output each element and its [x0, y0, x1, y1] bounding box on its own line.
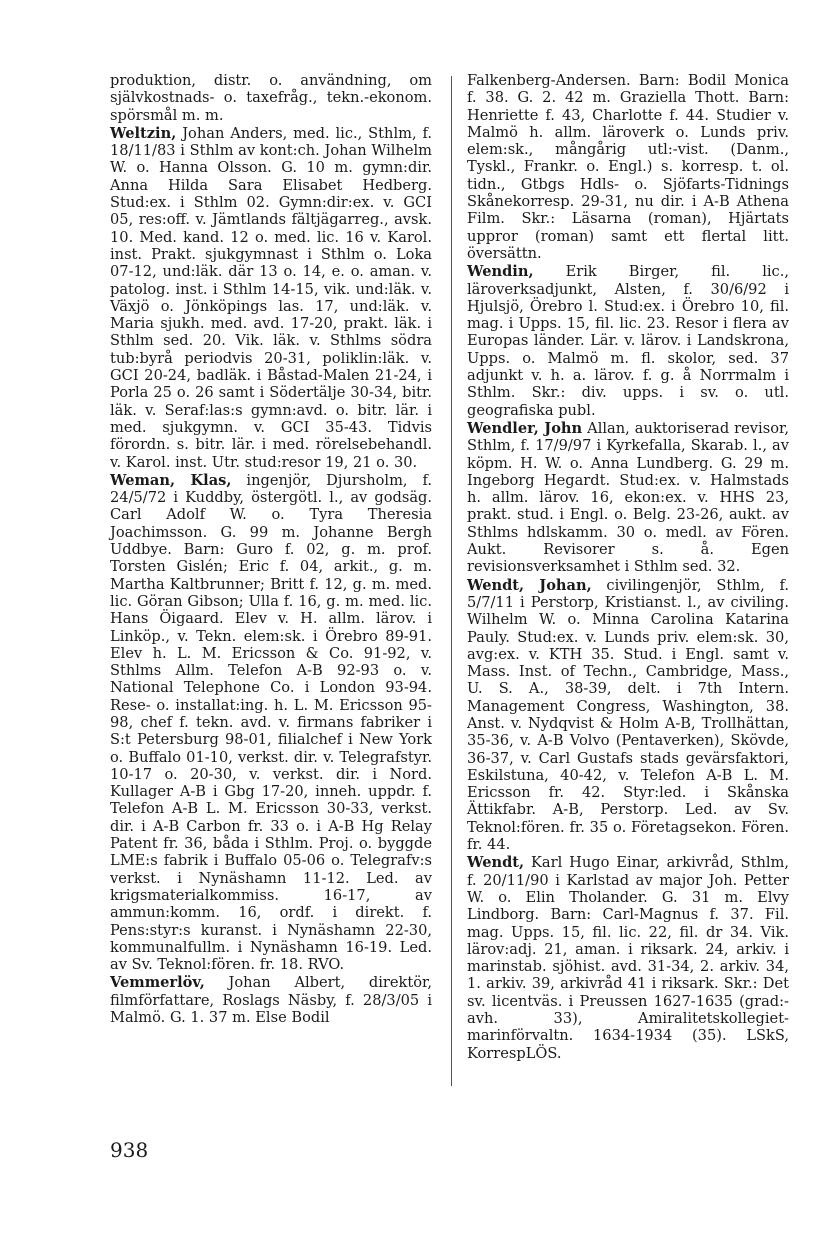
entry-text: ingenjör, Djursholm, f. 24/5/72 i Kuddby, östergötl. l., av godsäg. Carl Adolf W. o. Tyra Theresia Joachimsson. G. 99 m. Johanne Bergh Uddbye. Barn: Guro f. 02, g. m. prof. Torsten Gislén; Eric f. 04, arkit., g. m. Martha Kaltbrunner; Britt f. 12, g. m. med. lic. Göran Gibson; Ulla f. 16, g. m. med. lic. Hans Öigaard. Elev v. H. allm. lärov. i Linköp., v. Tekn. elem:sk. i Örebro 89-91. Elev h. L. M. Ericsson & Co. 91-92, v. Sthlms Allm. Telefon A-B 92-93 o. v. National Telephone Co. i London 93-94. Rese- o. installat:ing. h. L. M. Ericsson 95-98, chef f. tekn. avd. v. firmans fabriker i S:t Petersburg 98-01, filialchef i New York o. Buffalo 01-10, verkst. dir. v. Telegrafstyr. 10-17 o. 20-30, v. verkst. dir. i Nord. Kullager A-B i Gbg 17-20, inneh. uppdr. f. Telefon A-B L. M. Ericsson 30-33, verkst. dir. i A-B Carbon fr. 33 o. i A-B Hg Relay Patent fr. 36, båda i Sthlm. Proj. o. byggde LME:s fabrik i Buffalo 05-06 o. Telegrafv:s verkst. i Nynäshamn 11-12. Led. av krigsmaterialkommiss. 16-17, av ammun:komm. 16, ordf. i direkt. f. Pens:styr:s kuranst. i Nynäshamn 22-30, kommunalfullm. i Nynäshamn 16-19. Led. av Sv. Teknol:fören. fr. 18. RVO.: [110, 471, 433, 974]
entry-text: civilingenjör, Sthlm, f. 5/7/11 i Perstorp, Kristianst. l., av civiling. Wilhelm W. o. Minna Carolina Katarina Pauly. Stud:ex. v. Lunds priv. elem:sk. 30, avg:ex. v. KTH 35. Stud. i Engl. samt v. Mass. Inst. of Techn., Cambridge, Mass., U. S. A., 38-39, delt. i 7th Intern. Management Congress, Washington, 38. Anst. v. Nydqvist & Holm A-B, Trollhättan, 35-36, v. A-B Volvo (Pentaverken), Skövde, 36-37, v. Carl Gustafs stads gevärsfaktori, Eskilstuna, 40-42, v. Telefon A-B L. M. Ericsson fr. 42. Styr:led. i Skånska Ättikfabr. A-B, Perstorp. Led. av Sv. Teknol:fören. fr. 35 o. Företagsekon. Fören. fr. 44.: [467, 576, 789, 854]
entry-surname: Wendin,: [467, 263, 534, 281]
entry-text: Falkenberg-Andersen. Barn: Bodil Monica f. 38. G. 2. 42 m. Graziella Thott. Barn: Henriette f. 43, Charlotte f. 44. Studier v. Malmö h. allm. läroverk o. Lunds priv. elem:sk., mångårig utl:-vist. (Danm., Tyskl., Frankr. o. Engl.) s. korresp. t. ol. tidn., Gtbgs Hdls- o. Sjöfarts-Tidnings Skånekorresp. 29-31, nu dir. i A-B Athena Film. Skr.: Läsarna (roman), Hjärtats uppror (roman) samt ett flertal litt. översättn.: [467, 72, 789, 262]
page-number: 938: [110, 1138, 149, 1162]
entry-text: Johan Anders, med. lic., Sthlm, f. 18/11/83 i Sthlm av kont:ch. Johan Wilhelm W. o. Hanna Olsson. G. 10 m. gymn:dir. Anna Hilda Sara Elisabet Hedberg. Stud:ex. i Sthlm 02. Gymn:dir:ex. v. GCI 05, res:off. v. Jämtlands fältjägarreg., avsk. 10. Med. kand. 12 o. med. lic. 16 v. Karol. inst. Prakt. sjukgymnast i Sthlm o. Loka 07-12, und:läk. där 13 o. 14, e. o. aman. v. patolog. inst. i Sthlm 14-15, vik. und:läk. v. Växjö o. Jönköpings las. 17, und:läk. v. Maria sjukh. med. avd. 17-20, prakt. läk. i Sthlm sed. 20. Vik. läk. v. Sthlms södra tub:byrå periodvis 20-31, poliklin:läk. v. GCI 20-24, badläk. i Båstad-Malen 21-24, i Porla 25 o. 26 samt i Södertälje 30-34, bitr. läk. v. Seraf:las:s gymn:avd. o. bitr. lär. i med. sjukgymn. v. GCI 35-43. Tidvis förordn. s. bitr. lär. i med. rörelsebehandl. v. Karol. inst. Utr. stud:resor 19, 21 o. 30.: [110, 124, 432, 471]
biography-entry: [467, 854, 789, 1062]
biography-entry: [467, 72, 789, 262]
entry-surname: Wendt, Johan,: [467, 576, 592, 594]
entry-surname: Weltzin,: [110, 124, 177, 142]
entry-surname: Vemmerlöv,: [110, 974, 205, 992]
biography-entry: [110, 472, 432, 974]
entry-surname: Wendler, John: [467, 419, 583, 437]
biography-entry: [110, 974, 432, 1026]
entry-surname: Wendt,: [467, 854, 525, 872]
entry-text: Johan Albert, direktör, filmförfattare, Roslags Näsby, f. 28/3/05 i Malmö. G. 1. 37 m. Else Bodil: [110, 974, 432, 1027]
column-divider: [451, 76, 452, 1086]
entry-text: Karl Hugo Einar, arkivråd, Sthlm, f. 20/11/90 i Karlstad av major Joh. Petter W. o. Elin Tholander. G. 31 m. Elvy Lindborg. Barn: Carl-Magnus f. 37. Fil. mag. Upps. 15, fil. lic. 22, fil. dr 34. Vik. lärov:adj. 21, aman. i riksark. 24, arkiv. i marinstab. sjöhist. avd. 31-34, 2. arkiv. 34, 1. arkiv. 39, arkivråd 41 i riksark. Skr.: Det sv. licentväs. i Preussen 1627-1635 (grad:-avh. 33), Amiralitetskollegiet-marinförvaltn. 1634-1934 (35). LSkS, KorrespLÖS.: [467, 854, 789, 1062]
biography-entry: [467, 263, 789, 419]
entry-text: Allan, auktoriserad revisor, Sthlm, f. 17/9/97 i Kyrkefalla, Skarab. l., av köpm. H. W. o. Anna Lundberg. G. 29 m. Ingeborg Hegardt. Stud:ex. v. Halmstads h. allm. lärov. 16, ekon:ex. v. HHS 23, prakt. stud. i Engl. o. Belg. 23-26, aukt. av Sthlms hdlskamm. 30 o. medl. av Fören. Aukt. Revisorer s. å. Egen revisionsverksamhet i Sthlm sed. 32.: [467, 419, 789, 576]
entry-text: produktion, distr. o. användning, om självkostnads- o. taxefråg., tekn.-ekonom. spörsmål m. m.: [110, 72, 432, 124]
entry-surname: Weman, Klas,: [110, 471, 232, 489]
right-column: [467, 72, 789, 1062]
left-column: [110, 72, 432, 1026]
biography-entry: [467, 577, 789, 854]
biography-entry: [110, 125, 432, 471]
biography-entry: [110, 72, 432, 124]
biography-entry: [467, 420, 789, 576]
entry-text: Erik Birger, fil. lic., läroverksadjunkt, Alsten, f. 30/6/92 i Hjulsjö, Örebro l. Stud:ex. i Örebro 10, fil. mag. i Upps. 15, fil. lic. 23. Resor i flera av Europas länder. Lär. v. lärov. i Landskrona, Upps. o. Malmö m. fl. skolor, sed. 37 adjunkt v. h. a. lärov. f. g. å Norrmalm i Sthlm. Skr.: div. upps. i sv. o. utl. geografiska publ.: [467, 263, 789, 419]
